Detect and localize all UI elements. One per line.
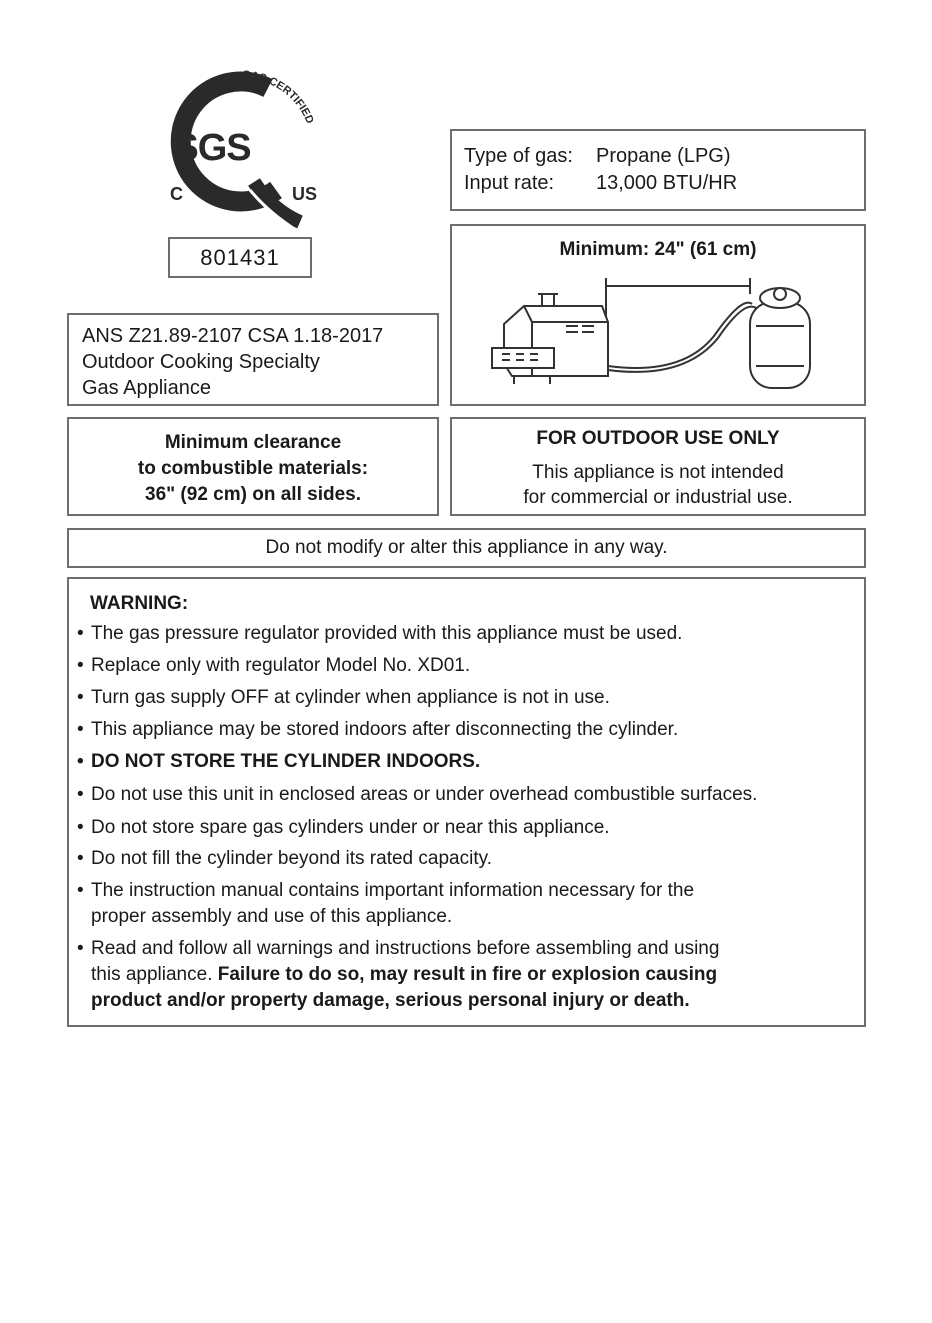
warning-item-bold: • DO NOT STORE THE CYLINDER INDOORS. <box>77 749 881 775</box>
gas-info-box <box>450 129 866 211</box>
clearance-box <box>67 417 439 516</box>
warning-item: • Replace only with regulator Model No. XD01. <box>77 653 881 679</box>
standards-box <box>67 313 439 406</box>
hose-distance-diagram <box>450 224 866 406</box>
warning-item-manual-line-1: • The instruction manual contains important information necessary for the <box>91 880 695 901</box>
sgs-certification-logo <box>150 62 330 237</box>
warning-box <box>67 577 866 1027</box>
warning-item: • Do not fill the cylinder beyond its rated capacity. <box>77 846 881 872</box>
warning-title: WARNING: <box>90 593 189 614</box>
outdoor-heading: FOR OUTDOOR USE ONLY <box>536 428 780 449</box>
clearance-line-3: 36" (92 cm) on all sides. <box>145 484 361 505</box>
warning-item-read-line-2-plain: this appliance. <box>91 964 218 985</box>
input-rate-value: 13,000 BTU/HR <box>596 172 738 194</box>
outdoor-use-box <box>450 417 866 516</box>
input-rate-label: Input rate: <box>464 172 555 194</box>
warning-item: • This appliance may be stored indoors after disconnecting the cylinder. <box>77 717 881 743</box>
outdoor-line-1: This appliance is not intended <box>532 462 784 483</box>
warning-item-read-line-1: • Read and follow all warnings and instructions before assembling and using <box>91 938 720 959</box>
gas-type-label: Type of gas: <box>464 145 573 167</box>
warning-item-manual <box>77 878 881 930</box>
clearance-line-2: to combustible materials: <box>137 458 369 479</box>
certification-number: 801431 <box>168 237 312 278</box>
appliance-category-2: Gas Appliance <box>82 377 211 399</box>
svg-text:C: C <box>170 184 183 204</box>
warning-item-manual-line-2: proper assembly and use of this appliance. <box>91 906 453 927</box>
appliance-cylinder-illustration <box>452 226 864 404</box>
svg-text:SGS: SGS <box>173 127 251 169</box>
warning-item: • Turn gas supply OFF at cylinder when appliance is not in use. <box>77 685 881 711</box>
modify-notice: Do not modify or alter this appliance in any way. <box>67 528 866 568</box>
minimum-distance-title: Minimum: 24" (61 cm) <box>559 239 757 260</box>
warning-item: • Do not store spare gas cylinders under or near this appliance. <box>77 815 881 841</box>
clearance-line-1: Minimum clearance <box>164 432 342 453</box>
warning-item-read-line-3: product and/or property damage, serious personal injury or death. <box>91 990 690 1011</box>
warning-item-read-line-2-bold: Failure to do so, may result in fire or explosion causing <box>217 964 718 985</box>
warning-item-read-follow <box>77 936 881 1014</box>
warning-item: • Do not use this unit in enclosed areas or under overhead combustible surfaces. <box>77 782 881 808</box>
appliance-category: Outdoor Cooking Specialty <box>82 351 320 373</box>
svg-text:GAS CERTIFIED: GAS CERTIFIED <box>241 68 316 126</box>
standard-code: ANS Z21.89-2107 CSA 1.18-2017 <box>82 325 384 347</box>
svg-text:US: US <box>292 184 318 204</box>
warning-item: • The gas pressure regulator provided with this appliance must be used. <box>77 621 881 647</box>
outdoor-line-2: for commercial or industrial use. <box>523 487 793 508</box>
gas-type-value: Propane (LPG) <box>596 145 731 167</box>
